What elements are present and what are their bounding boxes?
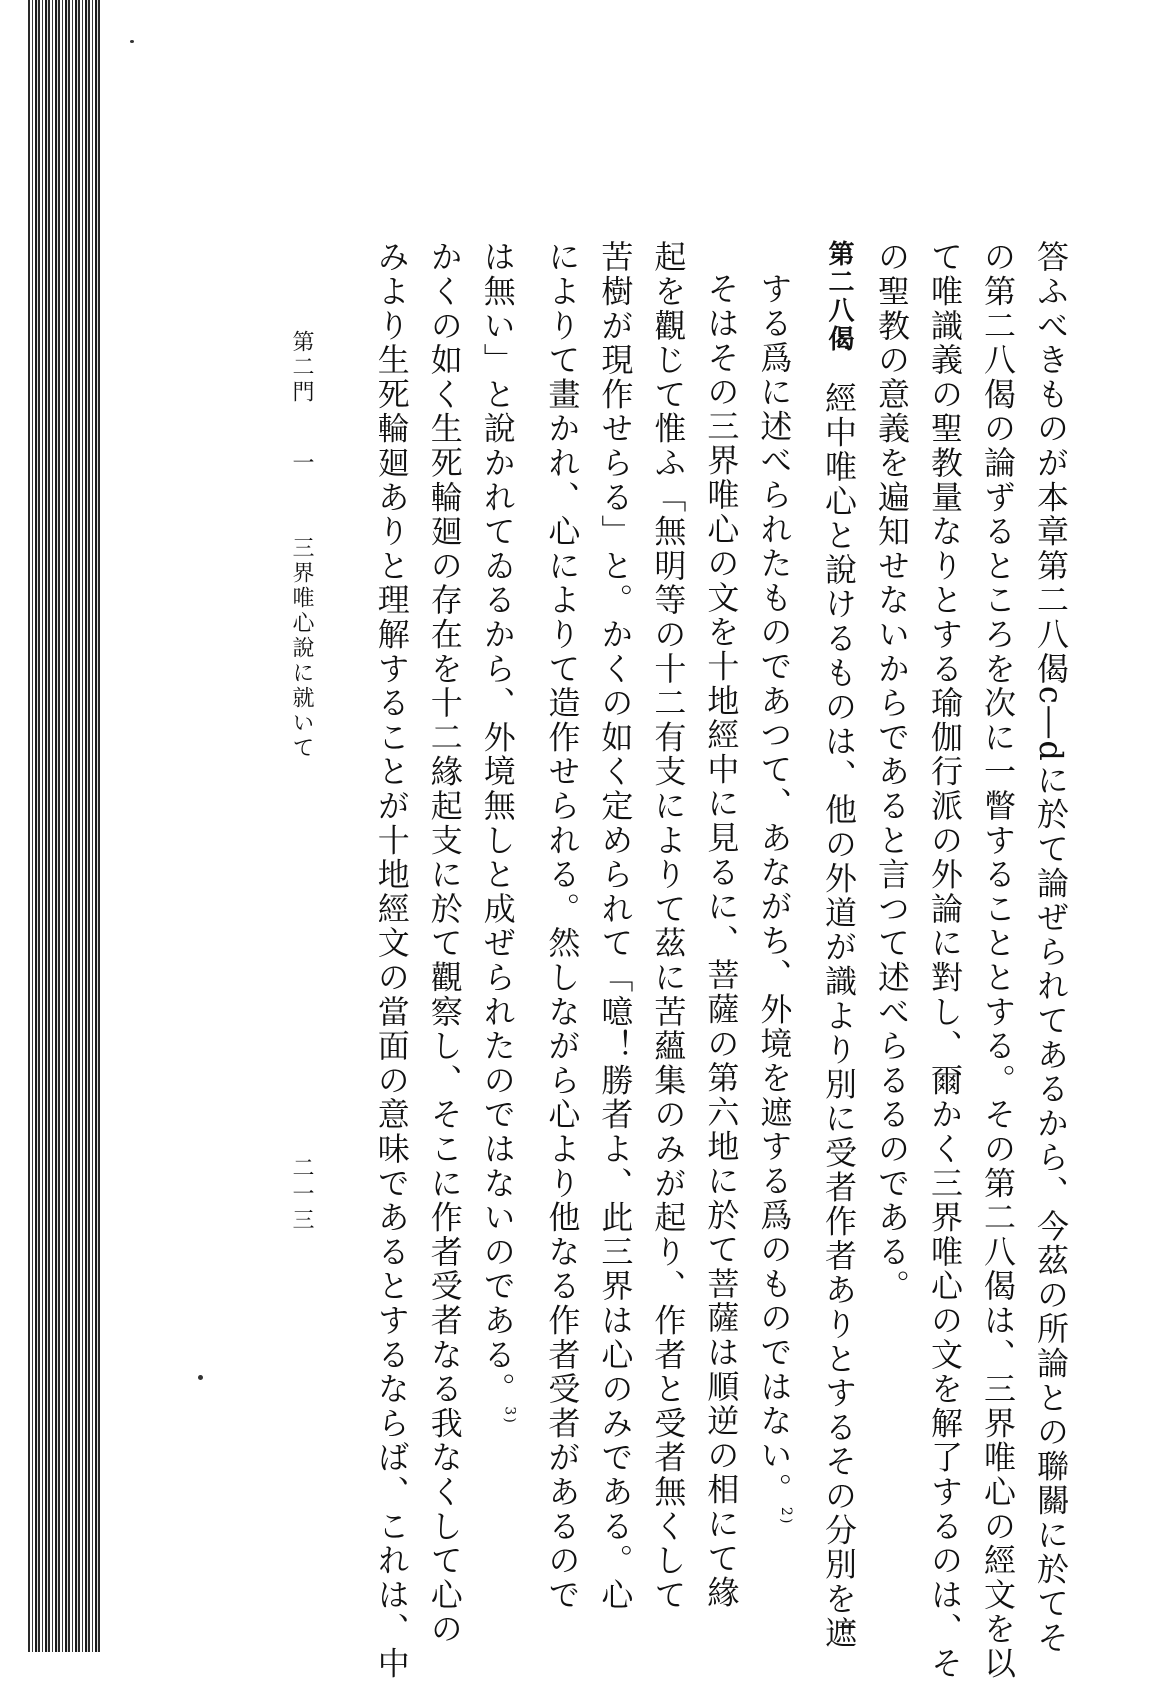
- body-line: かくの如く生死輪廻の存在を十二緣起支に於て觀察し、そこに作者受者なる我なくして心の: [425, 240, 464, 1647]
- body-line: て唯識義の聖教量なりとする瑜伽行派の外論に對し、爾かく三界唯心の文を解了するのは、そ: [926, 240, 964, 1681]
- body-text-run: は無い」と說かれてゐるから、外境無しと成ぜられたのではないのである。: [478, 240, 517, 1407]
- running-head-section: 一: [289, 451, 314, 476]
- page-number: 二一三: [289, 1156, 314, 1234]
- verse-line: [812, 240, 865, 1651]
- body-line: 答ふべきものが本章第二八偈c―dに於て論ぜられてあるから、今茲の所論との聯關に於てそ: [1032, 240, 1070, 1656]
- scan-speck: [130, 40, 134, 43]
- running-head-title: 三界唯心說に就いて: [289, 536, 314, 761]
- verse-text: する爲に述べられたものであつて、あながち、外境を遮する爲のものではない。: [755, 272, 794, 1507]
- verse-text: 經中唯心と說けるものは、他の外道が識より別に受者作者ありとするその分別を遮: [820, 381, 858, 1651]
- running-head: [286, 330, 317, 761]
- body-line: [471, 240, 536, 1570]
- body-line: 苦樹が現作せらる」と。かくの如く定められて「噫！勝者よ、此三界は心のみである。心: [596, 240, 635, 1612]
- body-text: [365, 240, 1077, 1681]
- running-head-chapter: 第二門: [289, 330, 314, 405]
- verse-label: 第二八偈: [824, 240, 854, 354]
- footnote-mark: 3): [501, 1406, 518, 1426]
- footnote-mark: 2): [778, 1506, 794, 1526]
- body-line: の聖教の意義を遍知せないからであると言つて述べらるるのである。: [873, 240, 911, 1304]
- binding-edge: [28, 0, 100, 1652]
- body-line: みより生死輪廻ありと理解することが十地經文の當面の意味であるとするならば、これは、中: [372, 240, 411, 1681]
- verse-line: [747, 240, 812, 1570]
- body-line: そはその三界唯心の文を十地經中に見るに、菩薩の第六地に於て菩薩は順逆の相にて緣: [702, 272, 741, 1610]
- body-line: によりて畫かれ、心によりて造作せられる。然しながら心より他なる作者受者があるので: [543, 240, 582, 1612]
- body-line: の第二八偈の論ずるところを次に一瞥することとする。その第二八偈は、三界唯心の經文を以: [979, 240, 1017, 1681]
- body-line: 起を觀じて惟ふ「無明等の十二有支によりて茲に苦蘊集のみが起り、作者と受者無くして: [649, 240, 688, 1612]
- scan-speck: [198, 1375, 203, 1380]
